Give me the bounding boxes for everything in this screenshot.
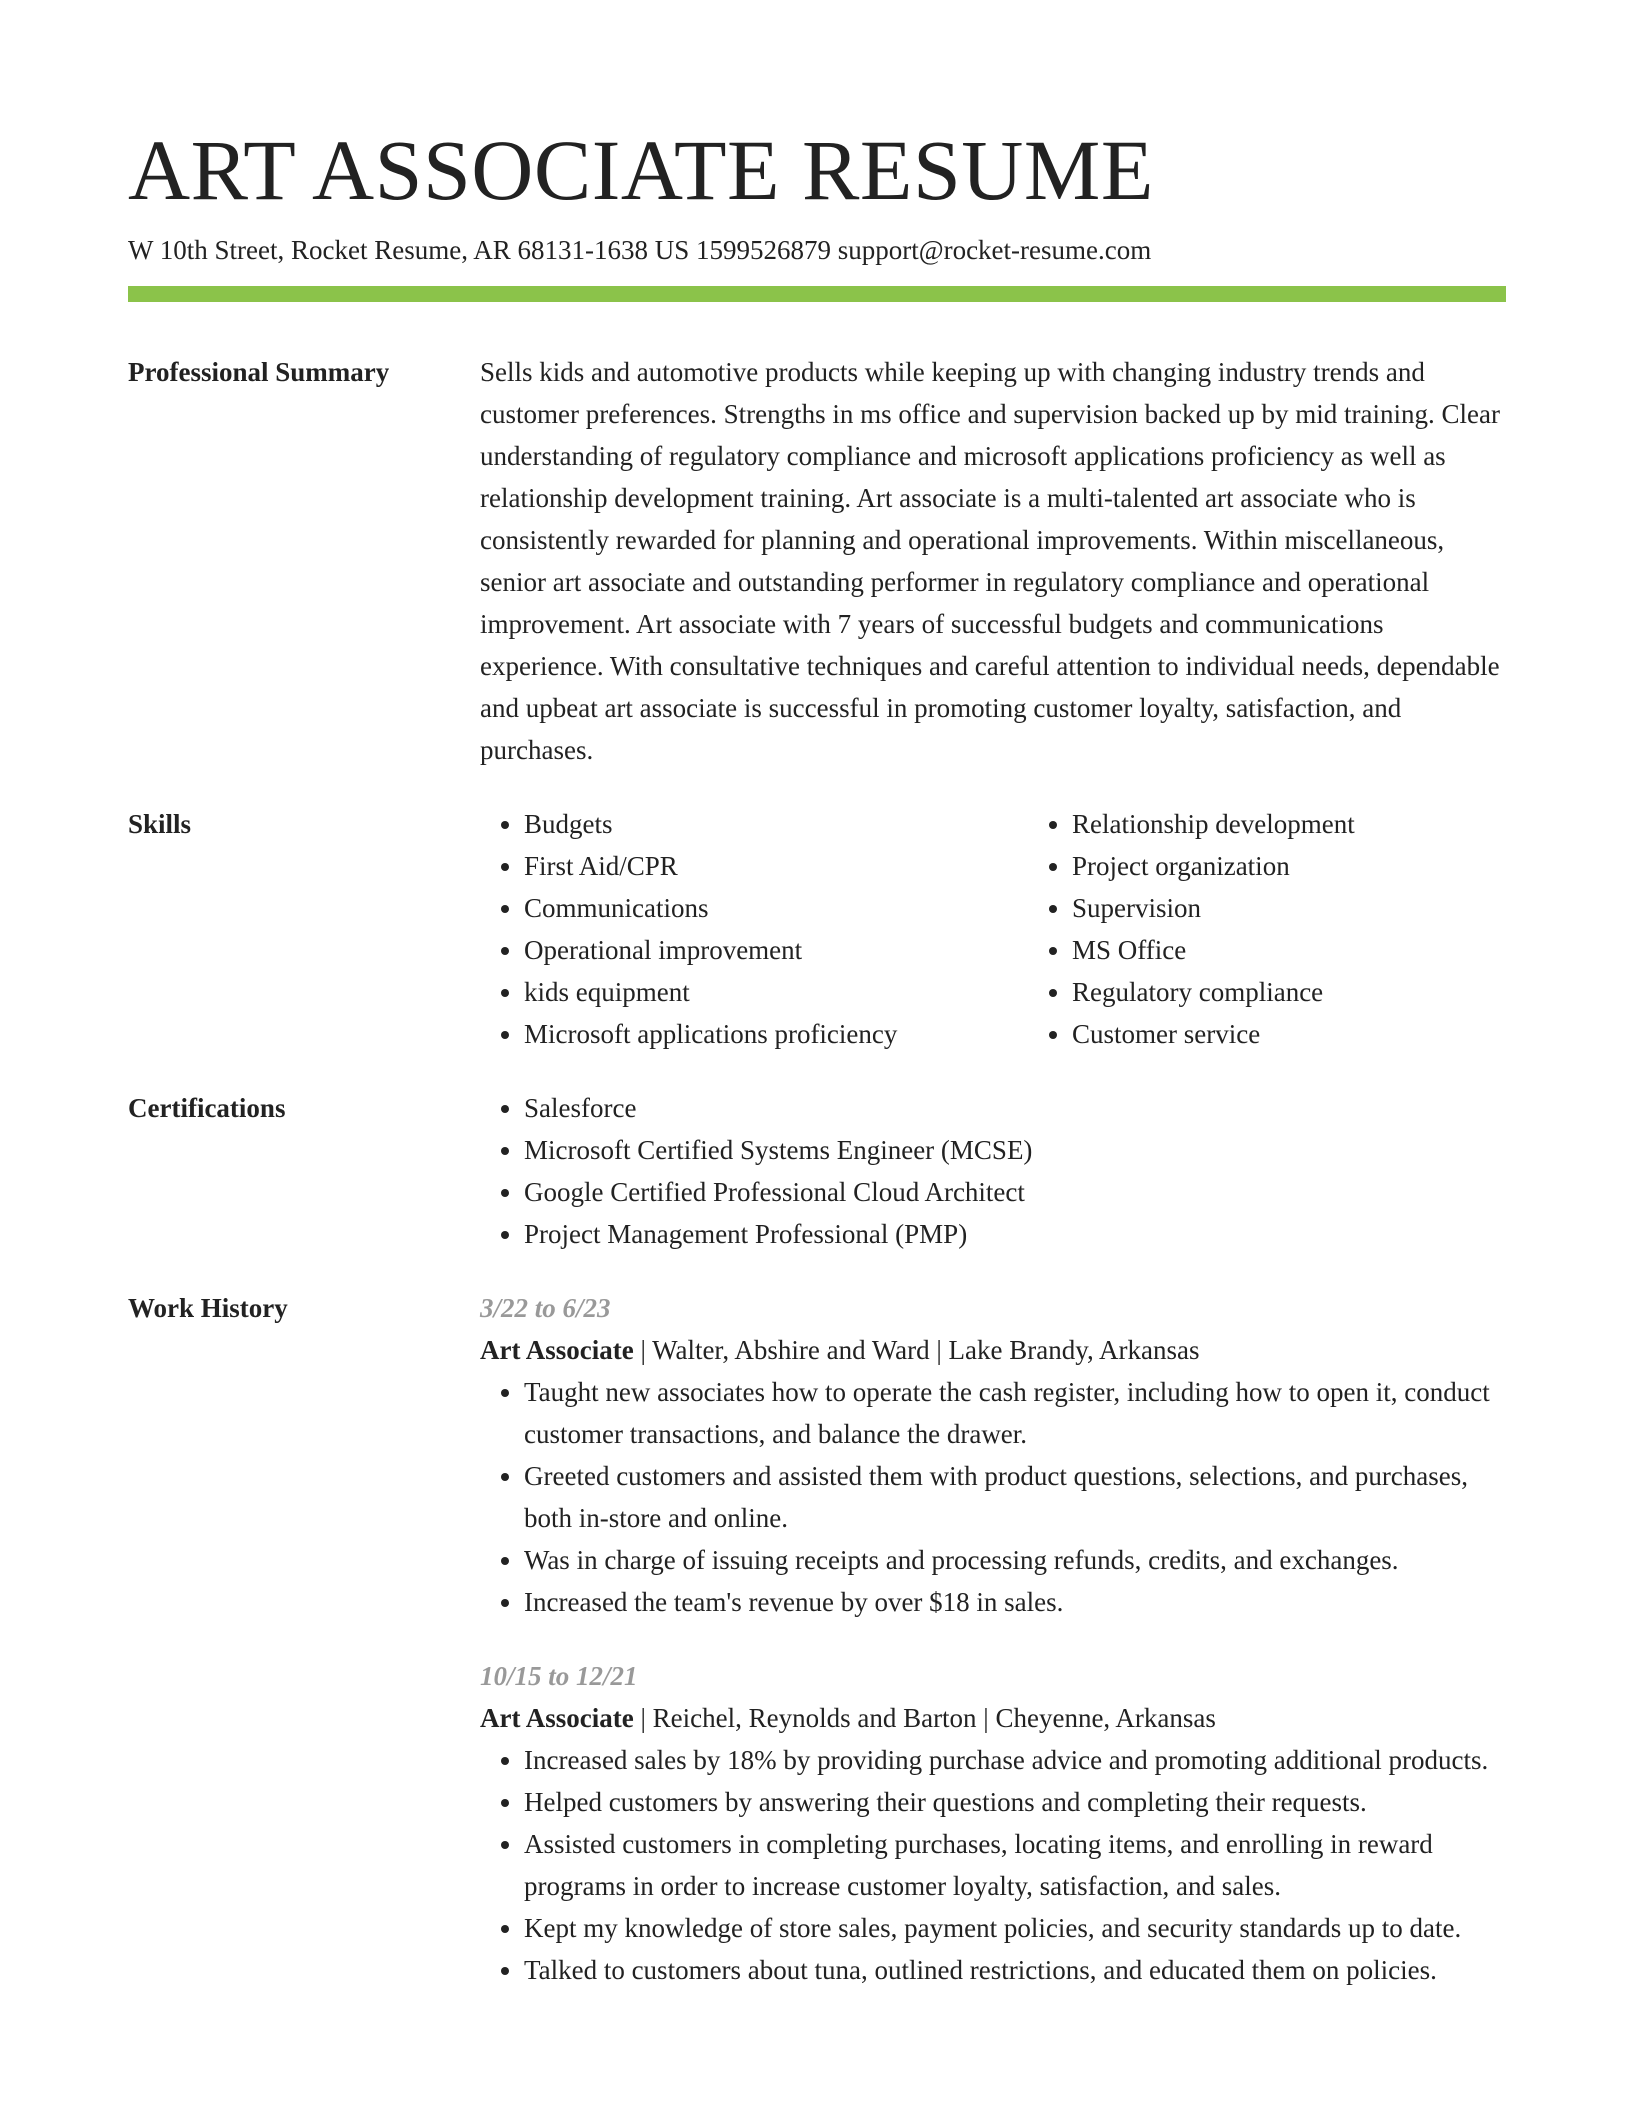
work-history-list — [480, 1287, 1506, 1991]
job-duty: • Kept my knowledge of store sales, payment policies, and security standards up to date. — [524, 1907, 1506, 1949]
skills-column-left — [480, 803, 1028, 1055]
skill-item: • Relationship development — [1072, 803, 1506, 845]
job-entry — [480, 1287, 1506, 1623]
skill-item: • First Aid/CPR — [524, 845, 1028, 887]
skills-list — [480, 803, 1506, 1055]
certification-item: • Microsoft Certified Systems Engineer (MCSE) — [524, 1129, 1506, 1171]
skill-item: • Communications — [524, 887, 1028, 929]
skill-item: • Customer service — [1072, 1013, 1506, 1055]
certification-item: • Google Certified Professional Cloud Architect — [524, 1171, 1506, 1213]
job-duty: • Helped customers by answering their questions and completing their requests. — [524, 1781, 1506, 1823]
job-title: Art Associate — [480, 1703, 634, 1733]
job-employer-location: | Walter, Abshire and Ward | Lake Brandy, Arkansas — [633, 1335, 1200, 1365]
summary-heading: Professional Summary — [128, 357, 390, 387]
summary-text: Sells kids and automotive products while keeping up with changing industry trends and customer preferences. Strengths in ms office and supervision backed up by mid training. Clear understanding of regulatory compliance and microsoft applications proficiency as well as relationship development training. Art associate is a multi-talented art associate who is consistently rewarded for planning and operational improvements. Within miscellaneous, senior art associate and outstanding performer in regulatory compliance and operational improvement. Art associate with 7 years of successful budgets and communications experience. With consultative techniques and careful attention to individual needs, dependable and upbeat art associate is successful in promoting customer loyalty, satisfaction, and purchases. — [480, 357, 1500, 765]
job-duty: • Taught new associates how to operate the cash register, including how to open it, conduct customer transactions, and balance the drawer. — [524, 1371, 1506, 1455]
job-employer-location: | Reichel, Reynolds and Barton | Cheyenne, Arkansas — [633, 1703, 1216, 1733]
skill-item: • Budgets — [524, 803, 1028, 845]
skill-item: • Microsoft applications proficiency — [524, 1013, 1028, 1055]
certifications-list — [480, 1087, 1506, 1255]
certifications-section — [128, 1087, 1506, 1255]
job-entry — [480, 1655, 1506, 1991]
job-header — [480, 1697, 1506, 1739]
skill-item: • Project organization — [1072, 845, 1506, 887]
job-duty: • Was in charge of issuing receipts and processing refunds, credits, and exchanges. — [524, 1539, 1506, 1581]
skill-item: • kids equipment — [524, 971, 1028, 1013]
certifications-heading: Certifications — [128, 1093, 286, 1123]
skill-item: • MS Office — [1072, 929, 1506, 971]
work-history-section — [128, 1287, 1506, 1991]
skills-column-right — [1028, 803, 1506, 1055]
skill-item: • Supervision — [1072, 887, 1506, 929]
job-header — [480, 1329, 1506, 1371]
skill-item: • Operational improvement — [524, 929, 1028, 971]
skills-section — [128, 803, 1506, 1055]
job-dates: 10/15 to 12/21 — [480, 1661, 638, 1691]
job-duties-list — [480, 1371, 1506, 1623]
work-history-heading: Work History — [128, 1293, 288, 1323]
certification-item: • Project Management Professional (PMP) — [524, 1213, 1506, 1255]
job-duty: • Assisted customers in completing purchases, locating items, and enrolling in reward programs in order to increase customer loyalty, satisfaction, and sales. — [524, 1823, 1506, 1907]
resume-page — [128, 120, 1506, 1991]
skills-heading: Skills — [128, 809, 192, 839]
job-duty: • Greeted customers and assisted them with product questions, selections, and purchases, both in-store and online. — [524, 1455, 1506, 1539]
job-duty: • Talked to customers about tuna, outlined restrictions, and educated them on policies. — [524, 1949, 1506, 1991]
resume-title: ART ASSOCIATE RESUME — [128, 122, 1154, 218]
job-duties-list — [480, 1739, 1506, 1991]
accent-divider — [128, 286, 1506, 302]
certification-item: • Salesforce — [524, 1087, 1506, 1129]
job-dates: 3/22 to 6/23 — [480, 1293, 611, 1323]
job-duty: • Increased the team's revenue by over $18 in sales. — [524, 1581, 1506, 1623]
contact-info: W 10th Street, Rocket Resume, AR 68131-1638 US 1599526879 support@rocket-resume.com — [128, 235, 1152, 265]
skill-item: • Regulatory compliance — [1072, 971, 1506, 1013]
job-title: Art Associate — [480, 1335, 634, 1365]
job-duty: • Increased sales by 18% by providing purchase advice and promoting additional products. — [524, 1739, 1506, 1781]
summary-section — [128, 351, 1506, 771]
